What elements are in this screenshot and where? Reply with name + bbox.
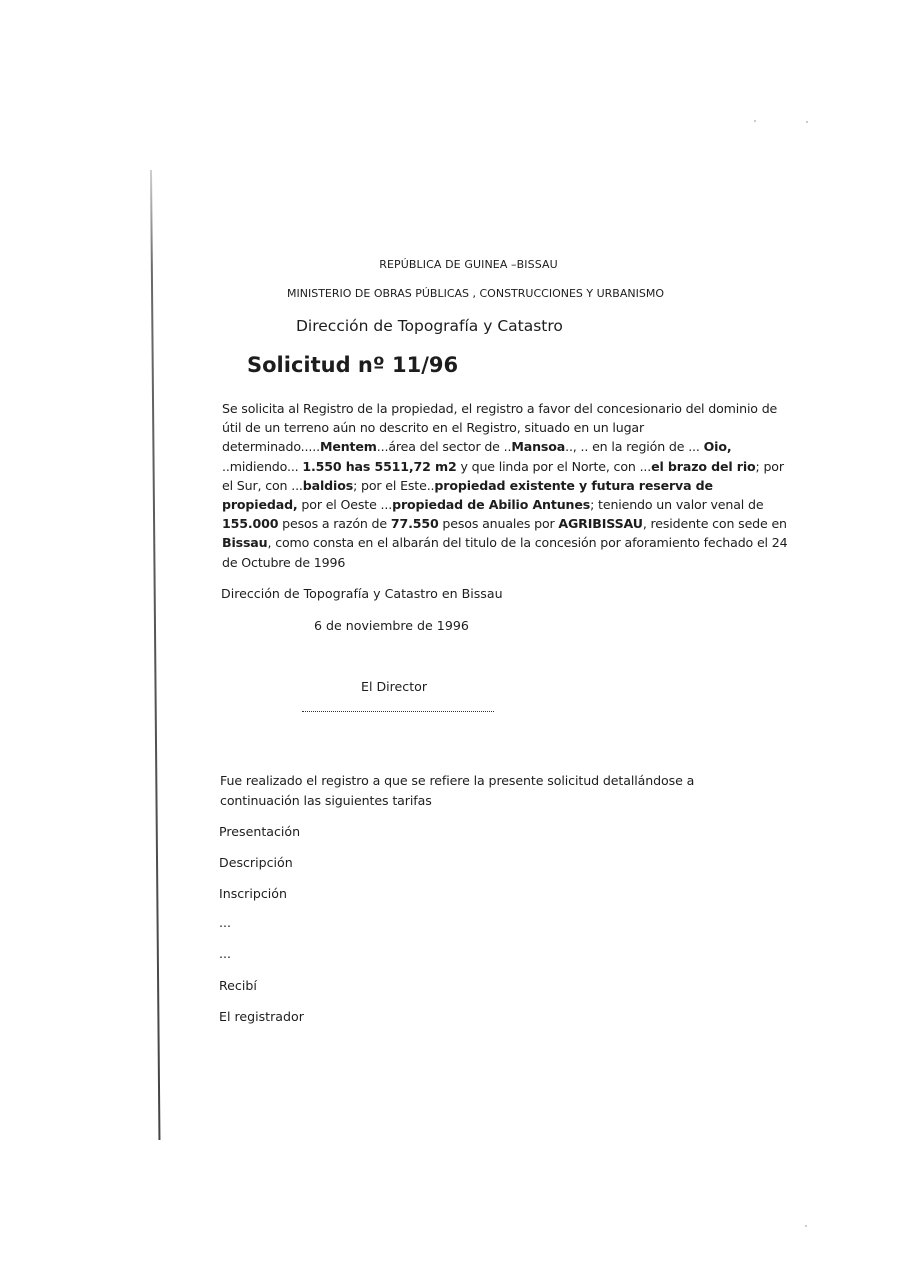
emphasized-value: Oio, [703,439,732,455]
scan-speck [806,121,808,123]
department-heading: Dirección de Topografía y Catastro [296,317,563,335]
tariff-inscripcion: Inscripción [219,886,287,901]
date-line: 6 de noviembre de 1996 [314,618,469,633]
paragraph-text: y que linda por el Norte, con ... [456,458,652,474]
paragraph-text: ...área del sector de .. [376,439,512,455]
emphasized-value: Bissau [222,535,268,551]
tariff-descripcion: Descripción [219,855,293,870]
paragraph-text: pesos a razón de [278,516,391,532]
paragraph-text: ; por el Sur, con ... [222,458,784,493]
emphasized-value: propiedad de Abilio Antunes [392,497,591,513]
paragraph-text: ; teniendo un valor venal de [590,497,764,513]
emphasized-value: AGRIBISSAU [558,516,643,532]
emphasized-value: 1.550 has 5511,72 m2 [302,458,457,474]
paragraph-text: por el Oeste ... [297,497,393,513]
paragraph-text: , residente con sede en [642,516,787,532]
emphasized-value: 77.550 [390,516,439,532]
scan-speck [754,120,756,122]
scan-speck [805,1225,807,1227]
tariff-ellipsis-2: ... [219,946,232,961]
emphasized-value: baldios [302,477,354,493]
document-title: Solicitud nº 11/96 [247,353,459,377]
paragraph-text: Se solicita al Registro de la propiedad, el registro a favor del concesionario del dominio de útil de un terreno aún no descrito en el Registro, situado en un lugar determinado..... [222,401,778,455]
emphasized-value: Mansoa [511,439,566,455]
emphasized-value: propiedad existente y futura reserva de propiedad, [222,477,713,513]
country-heading [0,258,905,271]
signature-dotted-line [302,711,494,712]
emphasized-value: Mentem [319,439,377,455]
registry-intro: Fue realizado el registro a que se refiere la presente solicitud detallándose a continuación las siguientes tarifas [220,773,695,808]
place-line: Dirección de Topografía y Catastro en Bissau [221,586,503,601]
paragraph-text: , como consta en el albarán del titulo de la concesión por aforamiento fechado el 24 de Octubre de 1996 [222,535,788,570]
paragraph-text: .., .. en la región de ... [565,439,704,455]
paragraph-text: ; por el Este.. [353,477,435,493]
request-paragraph [222,399,792,572]
paragraph-text: pesos anuales por [438,516,559,532]
received-label: Recibí [219,978,257,993]
tariff-presentacion: Presentación [219,824,301,839]
country-heading-text: REPÚBLICA DE GUINEA –BISSAU [379,258,558,271]
paragraph-text: ..midiendo... [222,458,303,474]
scan-binding-line [150,170,160,1140]
emphasized-value: 155.000 [222,516,279,532]
signatory-label: El Director [361,679,428,694]
emphasized-value: el brazo del rio [651,458,756,474]
ministry-heading: MINISTERIO DE OBRAS PÚBLICAS , CONSTRUCCIONES Y URBANISMO [287,287,664,300]
registrar-label: El registrador [219,1009,304,1024]
tariff-ellipsis-1: ... [219,915,232,930]
